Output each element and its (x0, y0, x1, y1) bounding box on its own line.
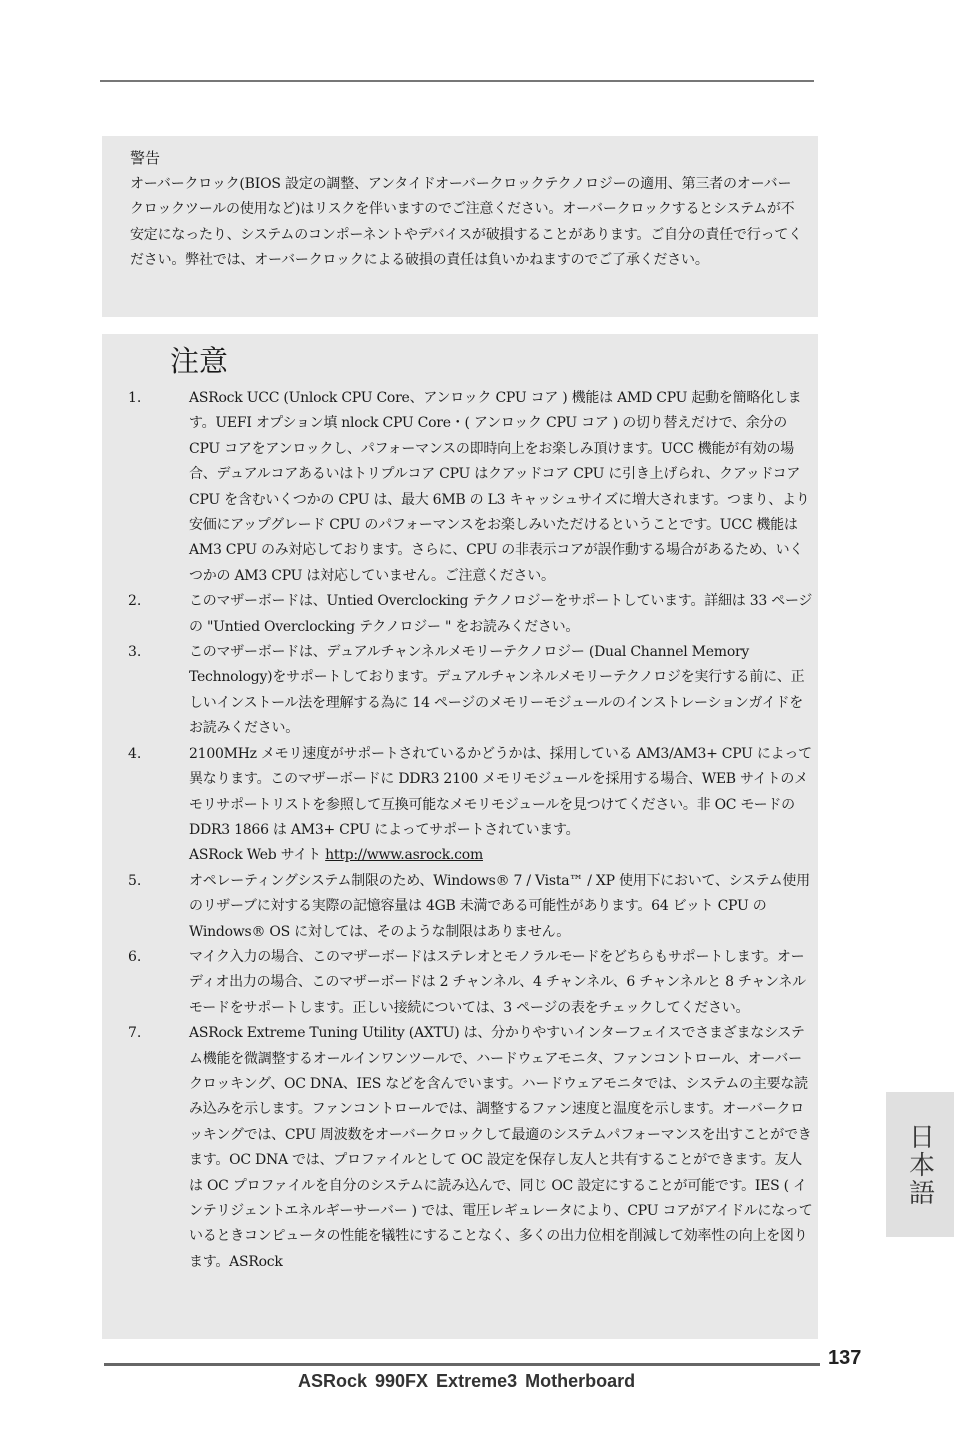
language-tab (886, 1092, 954, 1237)
note-number: 6. (128, 948, 142, 965)
note-number: 5. (128, 872, 142, 889)
warning-text: オーバークロック(BIOS 設定の調整、アンタイドオーバークロックテクノロジーの適用、第三者のオーバークロックツールの使用など)はリスクを伴いますのでご注意ください。オーバークロックするとシステムが不安定になったり、システムのコンポーネントやデバイスが破損することがあります。ご自分の責任で行ってください。弊社では、オーバークロックによる破損の責任は負いかねますのでご了承ください。 (130, 176, 802, 269)
notes-list (102, 386, 818, 1275)
bottom-rule (104, 1363, 820, 1366)
notes-title: 注意 (170, 344, 229, 378)
note-item-3 (102, 640, 818, 742)
note-text: 2100MHz メモリ速度がサポートされているかどうかは、採用している AM3/AM3+ CPU によって異なります。このマザーボードに DDR3 2100 メモリモジュールを採用する場合、WEB サイトのメモリサポートリストを参照して互換可能なメモリモジュールを見つけてください。非 OC モードの DDR3 1866 は AM3+ CPU によってサポートされています。 (189, 745, 812, 838)
note-item-2 (102, 589, 818, 640)
note-number: 7. (128, 1025, 142, 1042)
footer-title: ASRock 990FX Extreme3 Motherboard (298, 1371, 636, 1391)
note-number: 1. (128, 390, 142, 406)
note-text: ASRock Extreme Tuning Utility (AXTU) は、分かりやすいインターフェイスでさまざまなシステム機能を微調整するオールインワンツールで、ハードウェアモニタ、ファンコントロール、オーバークロッキング、OC DNA、IES などを含んでいます。ハードウェアモニタでは、システムの主要な読み込みを示します。ファンコントロールでは、調整するファン速度と温度を示します。オーバークロッキングでは、CPU 周波数をオーバークロックして最適のシステムパフォーマンスを出すことができます。OC DNA では、プロファイルとして OC 設定を保存し友人と共有することができます。友人は OC プロファイルを自分のシステムに読み込んで、同じ OC 設定にすることが可能です。IES ( インテリジェントエネルギーサーバー ) では、電圧レギュレータにより、CPU コアがアイドルになっているときコンピュータの性能を犠牲にすることなく、多くの出力位相を削減して効率性の向上を図ります。ASRock (189, 1025, 813, 1270)
website-label: ASRock Web サイト (189, 847, 326, 864)
page-number: 137 (828, 1347, 862, 1369)
note-text: オペレーティングシステム制限のため、Windows® 7 / Vista™ / XP 使用下において、システム使用のリザーブに対する実際の記憶容量は 4GB 未満である可能性があります。64 ビット CPU の Windows® OS に対しては、そのような制限はありません。 (189, 872, 810, 940)
note-item-6 (102, 945, 818, 1021)
note-text: このマザーボードは、Untied Overclocking テクノロジーをサポートしています。詳細は 33 ページの "Untied Overclocking テクノロジー " をお読みください。 (189, 593, 813, 635)
note-number: 2. (128, 593, 142, 610)
note-text: ASRock UCC (Unlock CPU Core、アンロック CPU コア ) 機能は AMD CPU 起動を簡略化します。UEFI オプション填 nlock CPU Core・( アンロック CPU コア ) の切り替えだけで、余分の CPU コアをアンロックし、パフォーマンスの即時向上をお楽しみ頂けます。UCC 機能が有効の場合、デュアルコアあるいはトリプルコア CPU はクアッドコア CPU に引き上げられ、クアッドコア CPU を含むいくつかの CPU は、最大 6MB の L3 キャッシュサイズに増大されます。つまり、より安価にアップグレード CPU のパフォーマンスをお楽しみいただけるということです。UCC 機能は AM3 CPU のみ対応しております。さらに、CPU の非表示コアが誤作動する場合があるため、いくつかの AM3 CPU は対応していません。ご注意ください。 (189, 390, 810, 584)
note-item-1 (102, 386, 818, 589)
note-text: マイク入力の場合、このマザーボードはステレオとモノラルモードをどちらもサポートします。オーディオ出力の場合、このマザーボードは 2 チャンネル、4 チャンネル、6 チャンネルと 8 チャンネルモードをサポートします。正しい接続については、3 ページの表をチェックしてください。 (189, 948, 806, 1016)
warning-box (102, 136, 818, 317)
top-rule (100, 80, 814, 82)
note-number: 4. (128, 745, 142, 762)
note-text-block (189, 742, 815, 869)
note-item-7 (102, 1021, 818, 1275)
asrock-website-link[interactable]: http://www.asrock.com (325, 847, 483, 864)
notes-box (102, 334, 818, 1339)
warning-title: 警告 (130, 149, 161, 167)
note-text: このマザーボードは、デュアルチャンネルメモリーテクノロジー (Dual Channel Memory Technology)をサポートしております。デュアルチャンネルメモリーテクノロジを実行する前に、正しいインストール法を理解する為に 14 ページのメモリーモジュールのインストレーションガイドをお読みください。 (189, 644, 805, 737)
note-number: 3. (128, 644, 142, 661)
note-item-5 (102, 869, 818, 945)
note-item-4 (102, 742, 818, 869)
language-tab-label: 日本語 (904, 1122, 935, 1207)
website-line (189, 843, 815, 868)
